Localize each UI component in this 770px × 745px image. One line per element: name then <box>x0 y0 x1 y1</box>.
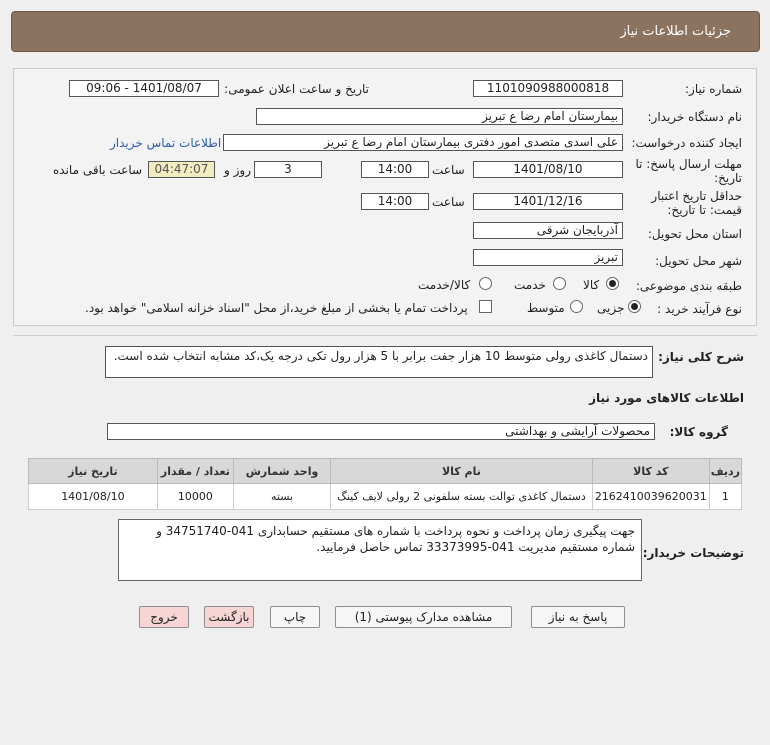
column-header: ردیف <box>709 459 741 484</box>
category-option-goods: کالا <box>583 278 600 292</box>
process-radio-medium[interactable] <box>570 300 583 313</box>
summary-field: دستمال کاغذی رولی متوسط 10 هزار جفت برابر با 5 هزار رول تکی درجه یک،کد مشابه انتخاب شده است. <box>105 346 653 378</box>
remaining-time-field: 04:47:07 <box>148 161 215 178</box>
treasury-payment-checkbox[interactable] <box>479 300 492 313</box>
table-cell: 1 <box>709 484 741 510</box>
validity-date-field: 1401/12/16 <box>473 193 623 210</box>
buyer-notes-label: توضیحات خریدار: <box>642 546 744 560</box>
city-field: تبریز <box>473 249 623 266</box>
category-option-service: خدمت <box>514 278 546 292</box>
deadline-label: مهلت ارسال پاسخ: تا <box>635 157 742 171</box>
deadline-time-field: 14:00 <box>361 161 429 178</box>
treasury-payment-text: پرداخت تمام یا بخشی از مبلغ خرید،از محل "اسناد خزانه اسلامی" خواهد بود. <box>85 301 468 315</box>
province-field: آذربایجان شرقی <box>473 222 623 239</box>
validity-time-label: ساعت <box>432 195 465 209</box>
announce-field: 1401/08/07 - 09:06 <box>69 80 219 97</box>
validity-label-date: قیمت: تا تاریخ: <box>667 203 742 217</box>
need-number-label: شماره نیاز: <box>685 82 742 96</box>
deadline-label-date: تاریخ: <box>714 171 742 185</box>
divider <box>13 335 757 336</box>
table-row <box>29 484 742 510</box>
buyer-contact-link[interactable]: اطلاعات تماس خریدار <box>110 136 222 150</box>
reply-button[interactable]: پاسخ به نیاز <box>531 606 625 628</box>
category-radio-both[interactable] <box>479 277 492 290</box>
need-number-field: 1101090988000818 <box>473 80 623 97</box>
announce-label: تاریخ و ساعت اعلان عمومی: <box>224 82 369 96</box>
days-remaining-field: 3 <box>254 161 322 178</box>
process-label: نوع فرآیند خرید : <box>657 302 742 316</box>
table-cell: 2162410039620031 <box>592 484 709 510</box>
column-header: نام کالا <box>331 459 593 484</box>
creator-field: علی اسدی متصدی امور دفتری بیمارستان امام رضا ع تبریز <box>223 134 623 151</box>
creator-label: ایجاد کننده درخواست: <box>631 136 742 150</box>
column-header: واحد شمارش <box>234 459 331 484</box>
column-header: کد کالا <box>592 459 709 484</box>
process-radio-minor[interactable] <box>628 300 641 313</box>
table-cell: بسته <box>234 484 331 510</box>
view-attachments-button[interactable]: مشاهده مدارک پیوستی (1) <box>335 606 512 628</box>
city-label: شهر محل تحویل: <box>655 254 742 268</box>
back-button[interactable]: بازگشت <box>204 606 254 628</box>
table-cell: دستمال کاغذی توالت بسته سلفونی 2 رولی لایف کینگ <box>331 484 593 510</box>
category-radio-goods[interactable] <box>606 277 619 290</box>
page-title: جزئیات اطلاعات نیاز <box>620 24 731 39</box>
buyer-notes-field: جهت پیگیری زمان پرداخت و نحوه پرداخت با شماره های مستقیم حسابداری 041-34751740 و شماره مستقیم مدیریت 041-33373995 تماس حاصل فرمایید. <box>118 519 642 581</box>
deadline-date-field: 1401/08/10 <box>473 161 623 178</box>
exit-button[interactable]: خروج <box>139 606 189 628</box>
buyer-org-field: بیمارستان امام رضا ع تبریز <box>256 108 623 125</box>
table-cell: 10000 <box>157 484 233 510</box>
column-header: تاریخ نیاز <box>29 459 158 484</box>
province-label: استان محل تحویل: <box>647 227 742 241</box>
table-cell: 1401/08/10 <box>29 484 158 510</box>
goods-group-field: محصولات آرایشی و بهداشتی <box>107 423 655 440</box>
column-header: تعداد / مقدار <box>157 459 233 484</box>
summary-label: شرح کلی نیاز: <box>658 350 744 364</box>
deadline-time-label: ساعت <box>432 163 465 177</box>
category-label: طبقه بندی موضوعی: <box>635 279 742 293</box>
goods-group-label: گروه کالا: <box>669 425 728 439</box>
goods-section-title: اطلاعات کالاهای مورد نیاز <box>589 391 744 405</box>
goods-table <box>28 458 742 510</box>
process-option-minor: جزیی <box>597 301 625 315</box>
remaining-label: ساعت باقی مانده <box>53 163 143 177</box>
validity-time-field: 14:00 <box>361 193 429 210</box>
validity-label: حداقل تاریخ اعتبار <box>651 189 742 203</box>
page-header <box>11 11 760 52</box>
days-label: روز و <box>224 163 251 177</box>
category-radio-service[interactable] <box>553 277 566 290</box>
category-option-both: کالا/خدمت <box>418 278 471 292</box>
process-option-medium: متوسط <box>527 301 565 315</box>
buyer-org-label: نام دستگاه خریدار: <box>647 110 742 124</box>
print-button[interactable]: چاپ <box>270 606 320 628</box>
